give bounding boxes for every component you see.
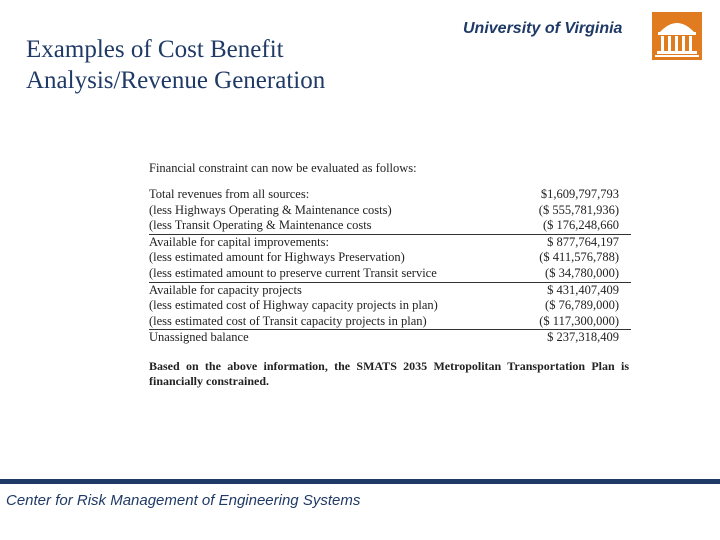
row-value: ($ 555,781,936): [538, 202, 619, 217]
row-available-capital: [149, 235, 631, 251]
row-unassigned-balance: [149, 330, 631, 346]
excerpt-conclusion: Based on the above information, the SMATS 2035 Metropolitan Transportation Plan is financially constrained.: [149, 358, 629, 388]
row-value: $ 237,318,409: [547, 330, 619, 345]
footer-divider: [0, 479, 720, 484]
row-label: (less estimated amount to preserve current Transit service: [149, 265, 437, 280]
row-label: (less estimated cost of Highway capacity projects in plan): [149, 298, 438, 313]
row-total-revenues: [149, 187, 631, 203]
rotunda-logo-icon: [652, 12, 702, 60]
row-label: Total revenues from all sources:: [149, 187, 310, 201]
row-label: Unassigned balance: [149, 330, 249, 345]
row-label: (less Highways Operating & Maintenance costs): [149, 202, 392, 217]
row-transit-om: [149, 218, 631, 235]
row-label: Available for capital improvements:: [149, 234, 329, 249]
row-highway-capacity: [149, 298, 631, 314]
slide-title: [26, 34, 426, 96]
row-available-capacity: [149, 283, 631, 299]
row-highways-preservation: [149, 250, 631, 266]
row-transit-preservation: [149, 266, 631, 283]
title-line-1: Examples of Cost Benefit: [26, 36, 284, 63]
row-value: $ 877,764,197: [547, 234, 619, 249]
row-label: (less estimated cost of Transit capacity projects in plan): [149, 313, 427, 328]
row-label: (less Transit Operating & Maintenance costs: [149, 218, 372, 233]
financial-constraint-excerpt: [149, 160, 631, 389]
row-highways-om: [149, 203, 631, 219]
row-value: $ 431,407,409: [547, 282, 619, 297]
row-value: ($ 176,248,660: [542, 218, 619, 233]
row-transit-capacity: [149, 314, 631, 331]
row-label: Available for capacity projects: [149, 282, 302, 297]
footer-text: Center for Risk Management of Engineering Systems: [6, 492, 361, 509]
row-label: (less estimated amount for Highways Preservation): [149, 250, 405, 265]
row-value: ($ 76,789,000): [545, 298, 619, 313]
university-name: University of Virginia: [463, 20, 623, 37]
row-value: $1,609,797,793: [540, 187, 619, 201]
row-value: ($ 34,780,000): [545, 265, 619, 280]
title-line-2: Analysis/Revenue Generation: [26, 67, 326, 94]
row-value: ($ 117,300,000): [539, 313, 619, 328]
excerpt-intro: Financial constraint can now be evaluated as follows:: [149, 161, 417, 175]
row-value: ($ 411,576,788): [539, 250, 619, 265]
